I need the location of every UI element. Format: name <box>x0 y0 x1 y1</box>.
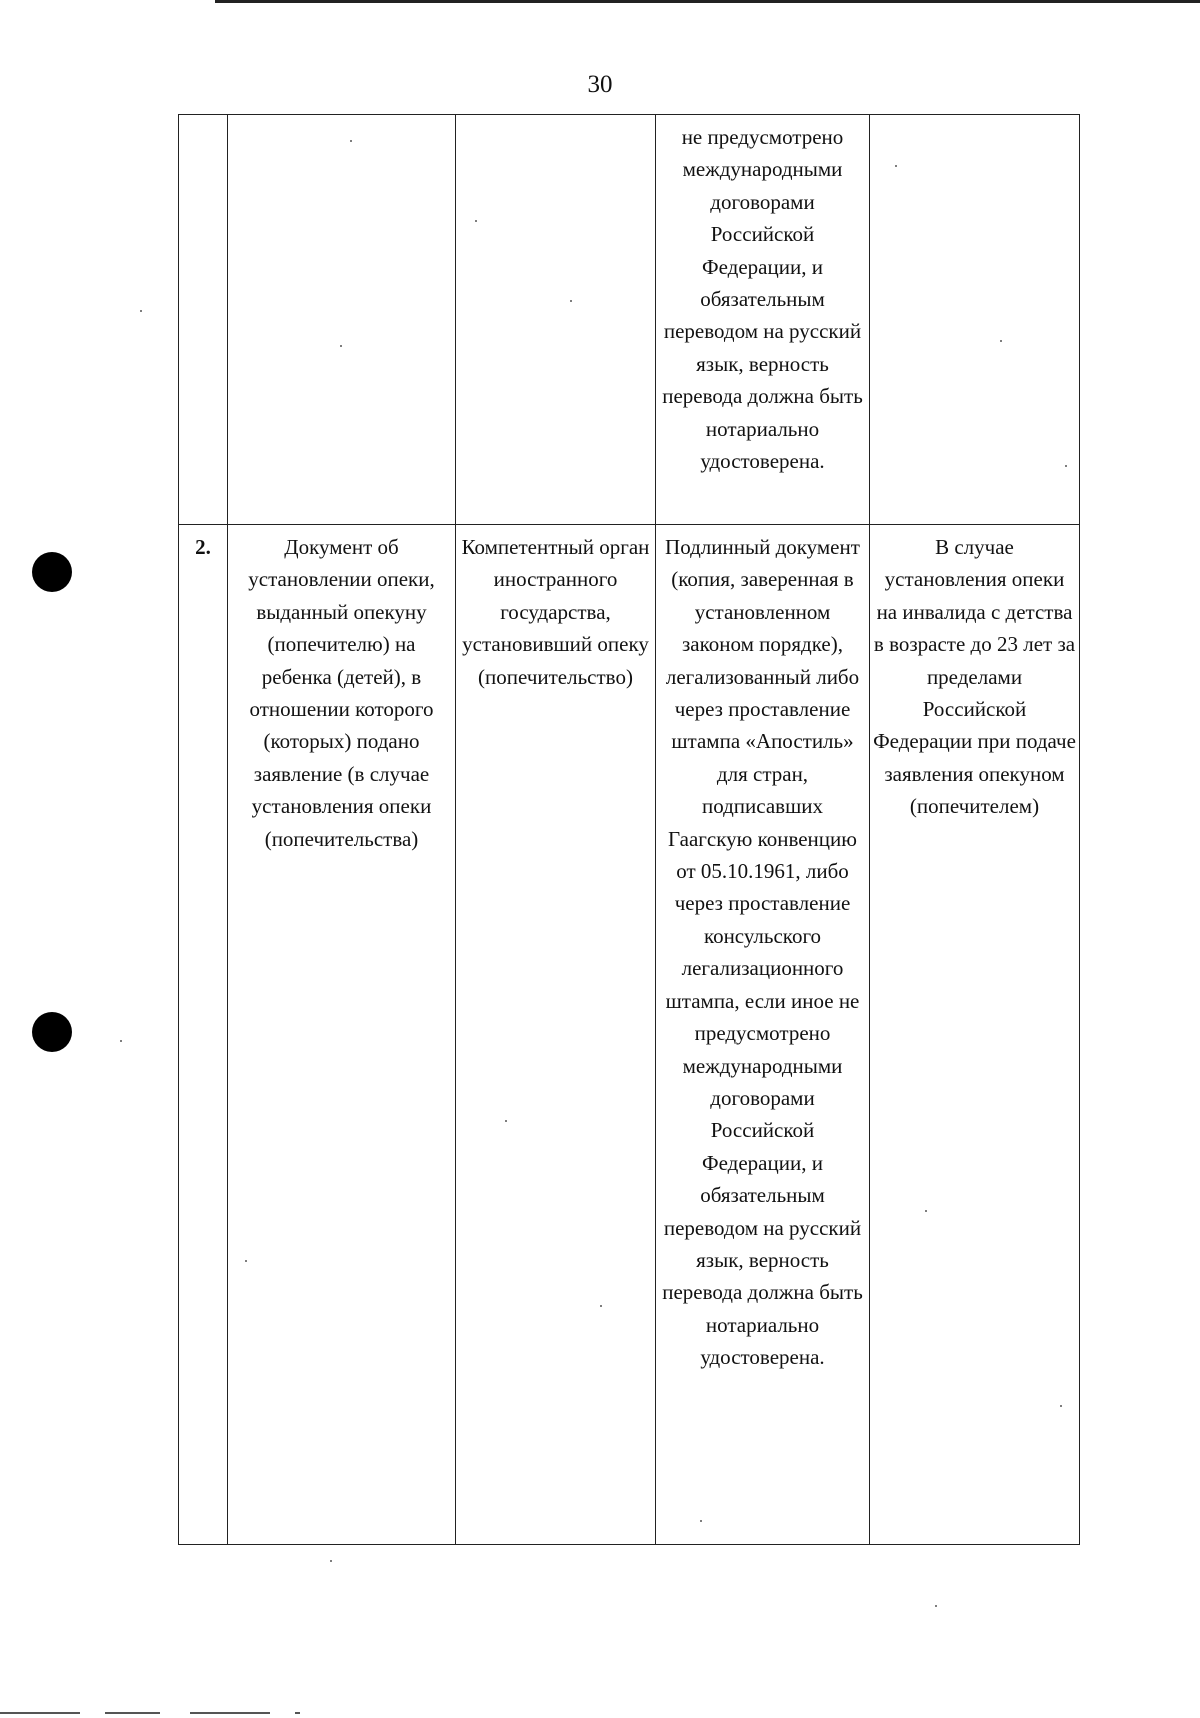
issuer-cell <box>456 115 656 525</box>
document-cell <box>228 115 456 525</box>
table-row <box>179 115 1080 525</box>
requirements-table <box>178 114 1080 1545</box>
top-rule <box>215 0 1200 3</box>
form-cell: не предусмотрено международными договорами Российской Федерации, и обязательным переводом на русский язык, верность перевода должна быть нотариально удостоверена. <box>656 115 870 525</box>
row-number-cell: 2. <box>179 525 228 1545</box>
issuer-cell: Компетентный орган иностранного государства, установивший опеку (попечительство) <box>456 525 656 1545</box>
document-cell: Документ об установлении опеки, выданный опекуну (попечителю) на ребенка (детей), в отношении которого (которых) подано заявление (в случае установления опеки (попечительства) <box>228 525 456 1545</box>
form-cell: Подлинный документ (копия, заверенная в установленном законом порядке), легализованный либо через проставление штампа «Апостиль» для стран, подписавших Гаагскую конвенцию от 05.10.1961, либо через проставление консульского легализационного штампа, если иное не предусмотрено международными договорами Российской Федерации, и обязательным переводом на русский язык, верность перевода должна быть нотариально удостоверена. <box>656 525 870 1545</box>
punch-hole <box>32 552 72 592</box>
note-cell: В случае установления опеки на инвалида с детства в возрасте до 23 лет за пределами Российской Федерации при подаче заявления опекуном (попечителем) <box>870 525 1080 1545</box>
table-row <box>179 525 1080 1545</box>
note-cell <box>870 115 1080 525</box>
bottom-scan-marks <box>0 1712 300 1714</box>
page-number: 30 <box>587 71 613 98</box>
punch-hole <box>32 1012 72 1052</box>
row-number-cell <box>179 115 228 525</box>
